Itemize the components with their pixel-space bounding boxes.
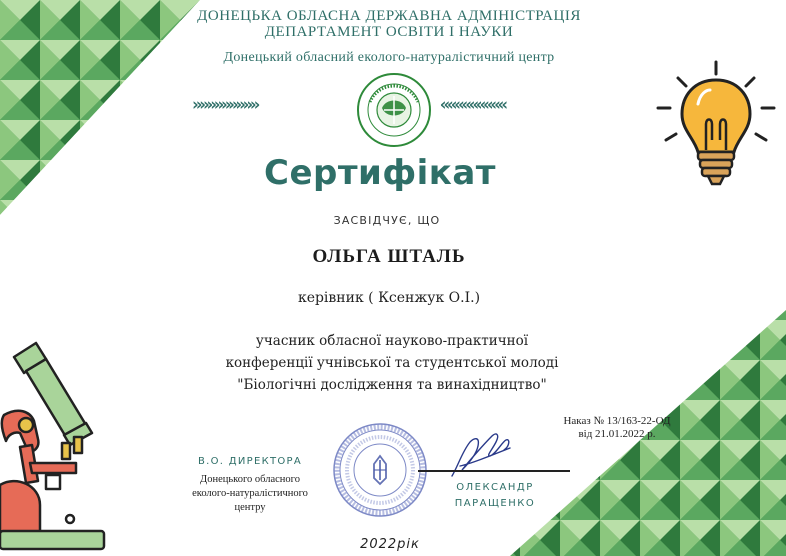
header-line-3: Донецький обласний еколого-натуралістичний центр bbox=[223, 50, 555, 65]
center-logo-icon bbox=[356, 72, 432, 148]
footer-year: 2022рік bbox=[360, 537, 420, 552]
signatory-org-line-2: еколого-натуралістичного bbox=[192, 488, 308, 499]
chevrons-left: »»»»»»»»» bbox=[192, 95, 258, 115]
order-block bbox=[552, 415, 682, 441]
header-line-1: ДОНЕЦЬКА ОБЛАСНА ДЕРЖАВНА АДМІНІСТРАЦІЯ bbox=[197, 8, 581, 24]
description-line-1: учасник обласної науково-практичної bbox=[255, 333, 529, 349]
signatory-last-name: ПАРАЩЕНКО bbox=[454, 498, 536, 509]
official-stamp-icon bbox=[330, 420, 430, 520]
description-line-3: "Біологічні дослідження та винахідництво" bbox=[237, 377, 547, 393]
signatory-first-name: ОЛЕКСАНДР bbox=[456, 482, 534, 493]
header-line-2: ДЕПАРТАМЕНТ ОСВІТИ І НАУКИ bbox=[264, 24, 514, 40]
signature-icon bbox=[440, 426, 530, 482]
description-line-2: конференції учнівської та студентської молоді bbox=[225, 355, 559, 371]
signatory-position: В.О. ДИРЕКТОРА bbox=[197, 456, 303, 467]
recipient-name: ОЛЬГА ШТАЛЬ bbox=[312, 246, 466, 267]
certificate-title: Сертифікат bbox=[264, 153, 496, 193]
certifies-label: ЗАСВІДЧУЄ, ЩО bbox=[333, 214, 441, 227]
signatory-org-line-3: центру bbox=[234, 502, 266, 513]
chevrons-right: ««««««««« bbox=[440, 95, 506, 115]
supervisor-line: керівник ( Ксенжук О.І.) bbox=[297, 290, 481, 306]
signatory-name-block bbox=[436, 480, 554, 512]
signature-line bbox=[418, 470, 570, 472]
order-number: Наказ № 13/163-22-ОД bbox=[563, 415, 671, 427]
signatory-block bbox=[178, 456, 322, 515]
signatory-org-line-1: Донецького обласного bbox=[200, 474, 300, 485]
order-date: від 21.01.2022 р. bbox=[578, 428, 656, 440]
